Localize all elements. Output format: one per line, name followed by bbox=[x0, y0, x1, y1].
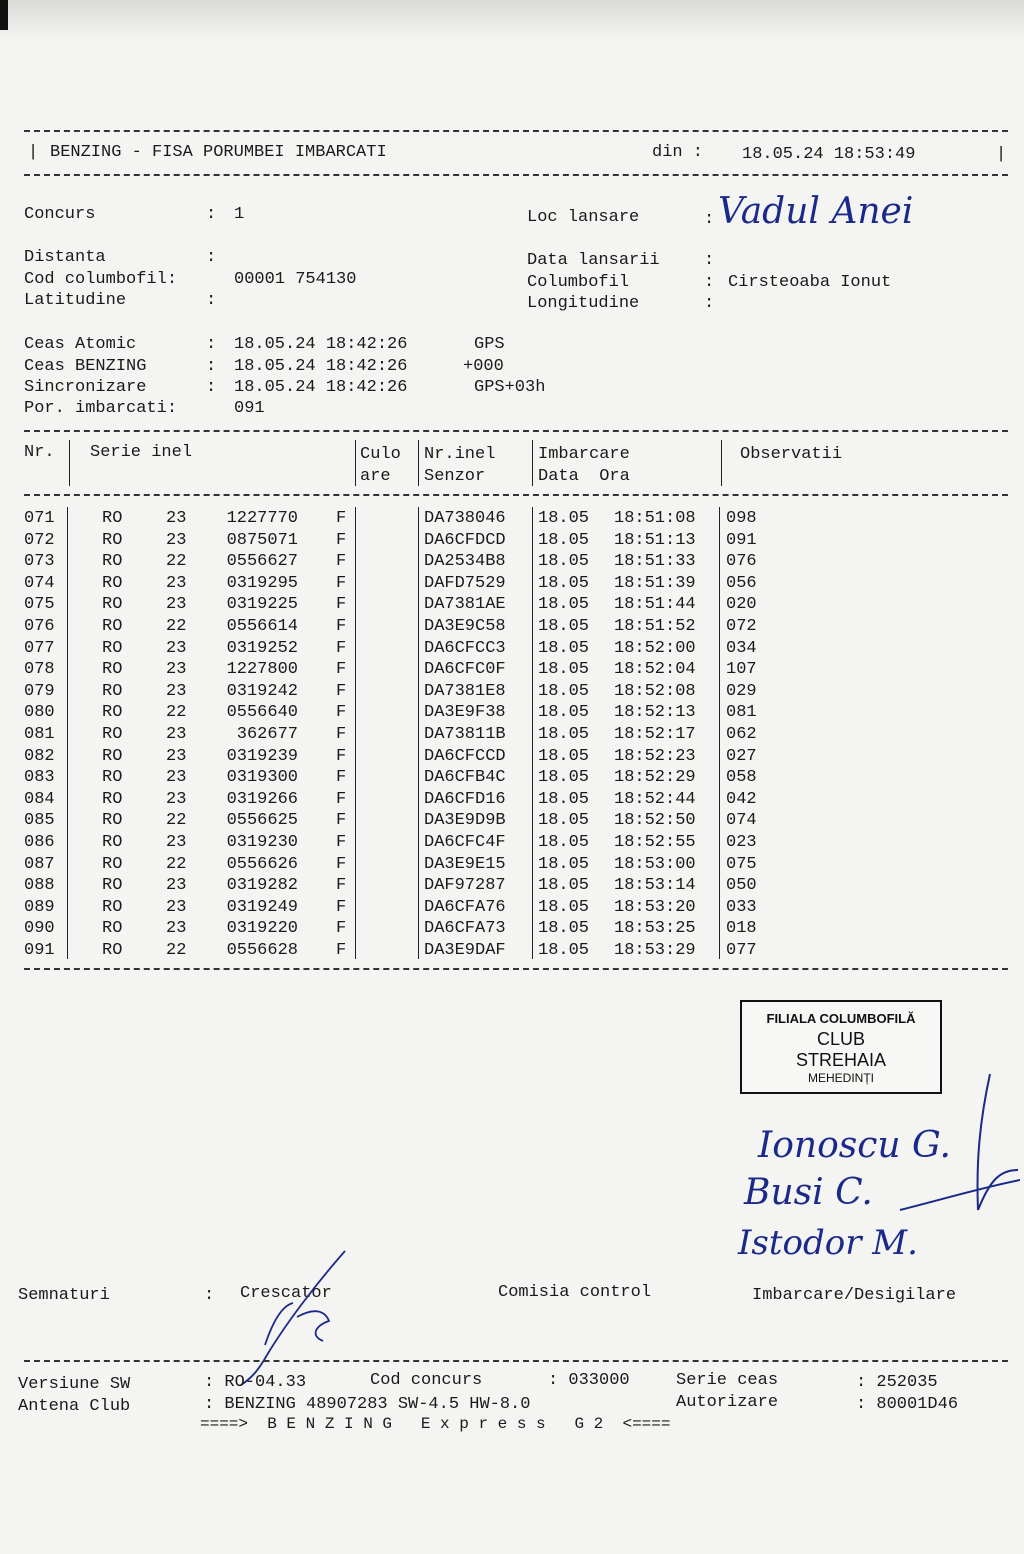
table-row bbox=[0, 681, 1000, 703]
row-sensor-id: DAFD7529 bbox=[424, 573, 506, 593]
col-header-culoare-2: are bbox=[360, 467, 391, 486]
row-time: 18:52:04 bbox=[614, 660, 696, 680]
row-country: RO bbox=[102, 854, 123, 874]
table-row bbox=[0, 854, 1000, 876]
row-nr: 072 bbox=[24, 530, 55, 550]
body-divider-1 bbox=[67, 507, 68, 959]
distanta-label: Distanta bbox=[24, 248, 106, 267]
row-time: 18:52:55 bbox=[614, 833, 696, 852]
header-divider-3 bbox=[418, 440, 419, 486]
table-row bbox=[0, 789, 1000, 811]
row-country: RO bbox=[102, 789, 123, 809]
porumbei-imbarcati-value: 091 bbox=[234, 399, 265, 418]
row-sensor-id: DA3E9E15 bbox=[424, 854, 506, 874]
row-time: 18:52:00 bbox=[614, 638, 696, 658]
row-date: 18.05 bbox=[538, 638, 590, 658]
row-nr: 077 bbox=[24, 638, 55, 658]
loc-lansare-label: Loc lansare bbox=[527, 208, 640, 227]
ceas-benzing-suffix: +000 bbox=[463, 357, 504, 376]
table-row bbox=[0, 659, 1000, 681]
row-ring-number: 0319220 bbox=[226, 919, 298, 939]
row-sensor-id: DAF97287 bbox=[424, 876, 506, 896]
autorizare-value: : 80001D46 bbox=[856, 1395, 959, 1414]
row-date: 18.05 bbox=[538, 703, 590, 723]
semnaturi-label: Semnaturi bbox=[18, 1286, 110, 1305]
serie-ceas-label: Serie ceas bbox=[676, 1371, 779, 1390]
row-sex: F bbox=[336, 876, 347, 896]
row-sensor-id: DA6CFCCD bbox=[424, 746, 506, 766]
row-time: 18:53:20 bbox=[614, 897, 696, 917]
row-country: RO bbox=[102, 660, 123, 680]
handwritten-name-2: Busi C. bbox=[744, 1172, 873, 1213]
loc-lansare-handwritten: Vadul Anei bbox=[718, 191, 914, 232]
row-time: 18:51:52 bbox=[614, 617, 696, 636]
table-row bbox=[0, 702, 1000, 724]
row-sensor-id: DA2534B8 bbox=[424, 552, 506, 572]
row-observation: 074 bbox=[726, 811, 757, 831]
row-date: 18.05 bbox=[538, 919, 590, 939]
row-ring-number: 0319282 bbox=[226, 876, 298, 896]
row-sensor-id: DA6CFA76 bbox=[424, 897, 506, 917]
header-divider-1 bbox=[69, 440, 70, 486]
row-date: 18.05 bbox=[538, 833, 590, 852]
row-observation: 042 bbox=[726, 789, 757, 809]
row-observation: 056 bbox=[726, 573, 757, 593]
row-country: RO bbox=[102, 768, 123, 788]
row-time: 18:52:44 bbox=[614, 789, 696, 809]
table-row bbox=[0, 573, 1000, 595]
ceas-atomic-label: Ceas Atomic bbox=[24, 335, 137, 354]
row-country: RO bbox=[102, 595, 123, 615]
header-bottom-rule bbox=[24, 174, 1008, 176]
row-observation: 062 bbox=[726, 725, 757, 744]
row-date: 18.05 bbox=[538, 617, 590, 636]
table-row bbox=[0, 616, 1000, 638]
stamp-line-3: STREHAIA bbox=[795, 1050, 887, 1070]
row-time: 18:53:25 bbox=[614, 919, 696, 939]
row-time: 18:52:13 bbox=[614, 703, 696, 723]
row-date: 18.05 bbox=[538, 681, 590, 701]
row-date: 18.05 bbox=[538, 595, 590, 615]
row-ring-number: 0556614 bbox=[226, 617, 298, 636]
row-observation: 077 bbox=[726, 941, 757, 960]
row-date: 18.05 bbox=[538, 725, 590, 744]
ceas-benzing-value: 18.05.24 18:42:26 bbox=[234, 357, 408, 376]
col-header-nrinel-1: Nr.inel bbox=[424, 445, 496, 464]
row-sex: F bbox=[336, 681, 347, 701]
row-date: 18.05 bbox=[538, 854, 590, 874]
col-header-nrinel-2: Senzor bbox=[424, 467, 486, 486]
row-ring-number: 1227800 bbox=[226, 660, 298, 680]
concurs-colon: : bbox=[206, 205, 217, 224]
ceas-atomic-value: 18.05.24 18:42:26 bbox=[234, 335, 408, 354]
row-observation: 076 bbox=[726, 552, 757, 572]
row-ring-number: 0556625 bbox=[226, 811, 298, 831]
table-row bbox=[0, 551, 1000, 573]
col-header-observatii: Observatii bbox=[740, 445, 843, 464]
body-divider-2 bbox=[355, 507, 356, 959]
row-year: 22 bbox=[166, 811, 187, 831]
table-row bbox=[0, 832, 1000, 854]
cod-columbofil-value: 00001 754130 bbox=[234, 270, 357, 289]
row-year: 23 bbox=[166, 789, 187, 809]
row-observation: 081 bbox=[726, 703, 757, 723]
row-sex: F bbox=[336, 530, 347, 550]
row-year: 22 bbox=[166, 854, 187, 874]
header-top-rule bbox=[24, 130, 1008, 132]
row-sensor-id: DA3E9C58 bbox=[424, 617, 506, 636]
row-observation: 075 bbox=[726, 854, 757, 874]
row-sex: F bbox=[336, 638, 347, 658]
row-time: 18:52:17 bbox=[614, 725, 696, 744]
sincronizare-suffix: GPS+03h bbox=[474, 378, 546, 397]
ceas-benzing-colon: : bbox=[206, 357, 217, 376]
row-sensor-id: DA6CFCC3 bbox=[424, 638, 506, 658]
row-year: 22 bbox=[166, 552, 187, 572]
body-divider-3 bbox=[418, 507, 419, 959]
row-ring-number: 362677 bbox=[236, 725, 298, 744]
row-year: 22 bbox=[166, 941, 187, 960]
row-year: 23 bbox=[166, 746, 187, 766]
row-sex: F bbox=[336, 595, 347, 615]
row-nr: 082 bbox=[24, 746, 55, 766]
row-sex: F bbox=[336, 768, 347, 788]
row-sensor-id: DA7381E8 bbox=[424, 681, 506, 701]
porumbei-imbarcati-label: Por. imbarcati: bbox=[24, 399, 178, 418]
antena-club-value: : BENZING 48907283 SW-4.5 HW-8.0 bbox=[204, 1395, 531, 1414]
row-nr: 075 bbox=[24, 595, 55, 615]
table-row bbox=[0, 940, 1000, 962]
longitudine-label: Longitudine bbox=[527, 294, 640, 313]
row-observation: 020 bbox=[726, 595, 757, 615]
row-nr: 080 bbox=[24, 703, 55, 723]
cod-concurs-value: : 033000 bbox=[548, 1371, 630, 1390]
table-bottom-rule bbox=[24, 968, 1008, 970]
versiune-sw-label: Versiune SW bbox=[18, 1375, 131, 1394]
table-row bbox=[0, 594, 1000, 616]
row-ring-number: 0319242 bbox=[226, 681, 298, 701]
distanta-colon: : bbox=[206, 248, 217, 267]
row-ring-number: 0319300 bbox=[226, 768, 298, 788]
row-observation: 072 bbox=[726, 617, 757, 636]
row-nr: 090 bbox=[24, 919, 55, 939]
row-sensor-id: DA3E9D9B bbox=[424, 811, 506, 831]
row-sex: F bbox=[336, 703, 347, 723]
row-nr: 076 bbox=[24, 617, 55, 636]
ceas-atomic-colon: : bbox=[206, 335, 217, 354]
autorizare-label: Autorizare bbox=[676, 1393, 779, 1412]
commission-signature-stroke bbox=[880, 1060, 1020, 1230]
row-observation: 098 bbox=[726, 509, 757, 528]
row-nr: 078 bbox=[24, 660, 55, 680]
row-observation: 091 bbox=[726, 530, 757, 550]
col-header-serie: Serie inel bbox=[90, 443, 193, 462]
row-sex: F bbox=[336, 660, 347, 680]
row-ring-number: 0319230 bbox=[226, 833, 298, 852]
row-date: 18.05 bbox=[538, 573, 590, 593]
row-sensor-id: DA6CFB4C bbox=[424, 768, 506, 788]
table-header-bottom-rule bbox=[24, 494, 1008, 496]
row-country: RO bbox=[102, 876, 123, 896]
row-year: 23 bbox=[166, 725, 187, 744]
columbofil-label: Columbofil bbox=[527, 273, 630, 292]
row-year: 23 bbox=[166, 768, 187, 788]
row-ring-number: 0556640 bbox=[226, 703, 298, 723]
row-ring-number: 0319239 bbox=[226, 746, 298, 766]
row-time: 18:53:14 bbox=[614, 876, 696, 896]
row-date: 18.05 bbox=[538, 876, 590, 896]
cod-columbofil-label: Cod columbofil: bbox=[24, 270, 178, 289]
col-header-imbarcare-2: Data Ora bbox=[538, 467, 630, 486]
row-date: 18.05 bbox=[538, 530, 590, 550]
versiune-sw-value: : RO-04.33 bbox=[204, 1373, 307, 1392]
row-year: 23 bbox=[166, 530, 187, 550]
row-year: 22 bbox=[166, 703, 187, 723]
row-sensor-id: DA6CFC4F bbox=[424, 833, 506, 852]
row-sensor-id: DA3E9DAF bbox=[424, 941, 506, 960]
row-date: 18.05 bbox=[538, 509, 590, 528]
row-country: RO bbox=[102, 530, 123, 550]
col-header-imbarcare-1: Imbarcare bbox=[538, 445, 630, 464]
col-header-nr: Nr. bbox=[24, 443, 55, 462]
columbofil-colon: : bbox=[704, 273, 715, 292]
row-country: RO bbox=[102, 638, 123, 658]
table-row bbox=[0, 767, 1000, 789]
row-sex: F bbox=[336, 941, 347, 960]
row-ring-number: 0319225 bbox=[226, 595, 298, 615]
row-ring-number: 0319295 bbox=[226, 573, 298, 593]
row-observation: 058 bbox=[726, 768, 757, 788]
row-time: 18:51:13 bbox=[614, 530, 696, 550]
row-observation: 033 bbox=[726, 897, 757, 917]
handwritten-name-3: Istodor M. bbox=[738, 1223, 918, 1263]
row-country: RO bbox=[102, 811, 123, 831]
row-country: RO bbox=[102, 725, 123, 744]
row-sex: F bbox=[336, 725, 347, 744]
table-row bbox=[0, 724, 1000, 746]
row-nr: 081 bbox=[24, 725, 55, 744]
row-year: 23 bbox=[166, 638, 187, 658]
row-nr: 084 bbox=[24, 789, 55, 809]
table-row bbox=[0, 746, 1000, 768]
row-sex: F bbox=[336, 552, 347, 572]
row-sensor-id: DA6CFDCD bbox=[424, 530, 506, 550]
row-nr: 071 bbox=[24, 509, 55, 528]
row-observation: 107 bbox=[726, 660, 757, 680]
row-sensor-id: DA3E9F38 bbox=[424, 703, 506, 723]
longitudine-colon: : bbox=[704, 294, 715, 313]
row-time: 18:52:23 bbox=[614, 746, 696, 766]
row-year: 23 bbox=[166, 509, 187, 528]
row-sensor-id: DA6CFD16 bbox=[424, 789, 506, 809]
row-year: 23 bbox=[166, 660, 187, 680]
crescator-label: Crescator bbox=[240, 1284, 332, 1303]
row-sex: F bbox=[336, 919, 347, 939]
row-time: 18:51:44 bbox=[614, 595, 696, 615]
row-nr: 083 bbox=[24, 768, 55, 788]
row-ring-number: 0319249 bbox=[226, 897, 298, 917]
row-observation: 027 bbox=[726, 746, 757, 766]
stamp-line-2: CLUB bbox=[816, 1029, 865, 1049]
latitudine-label: Latitudine bbox=[24, 291, 127, 310]
row-sensor-id: DA73811B bbox=[424, 725, 506, 744]
row-country: RO bbox=[102, 573, 123, 593]
row-time: 18:51:33 bbox=[614, 552, 696, 572]
row-sex: F bbox=[336, 746, 347, 766]
row-nr: 079 bbox=[24, 681, 55, 701]
row-observation: 023 bbox=[726, 833, 757, 852]
row-nr: 088 bbox=[24, 876, 55, 896]
row-time: 18:53:29 bbox=[614, 941, 696, 960]
row-country: RO bbox=[102, 617, 123, 636]
imbarcare-desigilare-label: Imbarcare/Desigilare bbox=[752, 1286, 957, 1305]
row-country: RO bbox=[102, 746, 123, 766]
scan-top-shadow bbox=[0, 0, 1024, 40]
row-sex: F bbox=[336, 573, 347, 593]
row-year: 23 bbox=[166, 833, 187, 852]
sincronizare-colon: : bbox=[206, 378, 217, 397]
row-year: 23 bbox=[166, 897, 187, 917]
row-sensor-id: DA7381AE bbox=[424, 595, 506, 615]
row-sex: F bbox=[336, 833, 347, 852]
row-ring-number: 0319266 bbox=[226, 789, 298, 809]
row-year: 23 bbox=[166, 681, 187, 701]
row-ring-number: 0875071 bbox=[226, 530, 298, 550]
table-row bbox=[0, 530, 1000, 552]
row-sex: F bbox=[336, 617, 347, 636]
row-ring-number: 0319252 bbox=[226, 638, 298, 658]
row-date: 18.05 bbox=[538, 746, 590, 766]
row-date: 18.05 bbox=[538, 768, 590, 788]
data-lansarii-colon: : bbox=[704, 251, 715, 270]
body-divider-4 bbox=[532, 507, 533, 959]
table-top-rule bbox=[24, 430, 1008, 432]
stamp-line-4: MEHEDINȚI bbox=[808, 1071, 874, 1085]
header-left-bar: | bbox=[28, 143, 39, 162]
footer-top-rule bbox=[24, 1360, 1008, 1362]
latitudine-colon: : bbox=[206, 291, 217, 310]
row-ring-number: 1227770 bbox=[226, 509, 298, 528]
handwritten-name-1: Ionoscu G. bbox=[758, 1125, 951, 1166]
row-ring-number: 0556627 bbox=[226, 552, 298, 572]
row-sensor-id: DA738046 bbox=[424, 509, 506, 528]
row-nr: 089 bbox=[24, 897, 55, 917]
semnaturi-colon: : bbox=[204, 1286, 215, 1305]
row-country: RO bbox=[102, 509, 123, 528]
ceas-atomic-suffix: GPS bbox=[474, 335, 505, 354]
row-observation: 034 bbox=[726, 638, 757, 658]
data-lansarii-label: Data lansarii bbox=[527, 251, 660, 270]
row-country: RO bbox=[102, 552, 123, 572]
table-row bbox=[0, 918, 1000, 940]
row-date: 18.05 bbox=[538, 897, 590, 917]
sincronizare-label: Sincronizare bbox=[24, 378, 147, 397]
concurs-value: 1 bbox=[234, 205, 245, 224]
ceas-benzing-label: Ceas BENZING bbox=[24, 357, 147, 376]
row-country: RO bbox=[102, 681, 123, 701]
benzing-express-banner: ====> B E N Z I N G E x p r e s s G 2 <==== bbox=[200, 1415, 671, 1433]
row-date: 18.05 bbox=[538, 789, 590, 809]
row-time: 18:51:08 bbox=[614, 509, 696, 528]
document-title: BENZING - FISA PORUMBEI IMBARCATI bbox=[50, 143, 387, 162]
loc-lansare-colon: : bbox=[704, 210, 715, 229]
row-sex: F bbox=[336, 509, 347, 528]
row-observation: 029 bbox=[726, 681, 757, 701]
row-time: 18:51:39 bbox=[614, 573, 696, 593]
row-year: 23 bbox=[166, 595, 187, 615]
sincronizare-value: 18.05.24 18:42:26 bbox=[234, 378, 408, 397]
header-datetime: 18.05.24 18:53:49 bbox=[742, 145, 916, 164]
row-date: 18.05 bbox=[538, 552, 590, 572]
row-country: RO bbox=[102, 941, 123, 960]
row-observation: 018 bbox=[726, 919, 757, 939]
columbofil-value: Cirsteoaba Ionut bbox=[728, 273, 892, 292]
header-din-label: din : bbox=[652, 143, 704, 162]
row-sensor-id: DA6CFC0F bbox=[424, 660, 506, 680]
row-time: 18:52:08 bbox=[614, 681, 696, 701]
row-sex: F bbox=[336, 789, 347, 809]
row-year: 22 bbox=[166, 617, 187, 636]
row-nr: 087 bbox=[24, 854, 55, 874]
row-nr: 091 bbox=[24, 941, 55, 960]
row-nr: 085 bbox=[24, 811, 55, 831]
stamp-line-1: FILIALA COLUMBOFILĂ bbox=[766, 1011, 916, 1026]
row-country: RO bbox=[102, 703, 123, 723]
table-row bbox=[0, 875, 1000, 897]
row-nr: 073 bbox=[24, 552, 55, 572]
row-time: 18:53:00 bbox=[614, 854, 696, 874]
row-sensor-id: DA6CFA73 bbox=[424, 919, 506, 939]
header-divider-4 bbox=[532, 440, 533, 486]
row-sex: F bbox=[336, 854, 347, 874]
row-time: 18:52:50 bbox=[614, 811, 696, 831]
row-ring-number: 0556626 bbox=[226, 854, 298, 874]
row-nr: 086 bbox=[24, 833, 55, 852]
row-observation: 050 bbox=[726, 876, 757, 896]
comisia-control-label: Comisia control bbox=[498, 1283, 652, 1302]
table-row bbox=[0, 638, 1000, 660]
row-sex: F bbox=[336, 897, 347, 917]
col-header-culoare-1: Culo bbox=[360, 445, 401, 464]
table-row bbox=[0, 508, 1000, 530]
table-row bbox=[0, 897, 1000, 919]
cod-concurs-label: Cod concurs bbox=[370, 1371, 483, 1390]
row-time: 18:52:29 bbox=[614, 768, 696, 788]
header-right-bar: | bbox=[996, 145, 1007, 164]
row-country: RO bbox=[102, 833, 123, 852]
row-ring-number: 0556628 bbox=[226, 941, 298, 960]
row-sex: F bbox=[336, 811, 347, 831]
header-divider-5 bbox=[721, 440, 722, 486]
row-year: 23 bbox=[166, 876, 187, 896]
body-divider-5 bbox=[719, 507, 720, 959]
serie-ceas-value: : 252035 bbox=[856, 1373, 938, 1392]
concurs-label: Concurs bbox=[24, 205, 96, 224]
row-year: 23 bbox=[166, 919, 187, 939]
row-country: RO bbox=[102, 919, 123, 939]
row-date: 18.05 bbox=[538, 941, 590, 960]
row-country: RO bbox=[102, 897, 123, 917]
scan-corner-mark bbox=[0, 0, 8, 30]
row-date: 18.05 bbox=[538, 660, 590, 680]
header-divider-2 bbox=[355, 440, 356, 486]
row-date: 18.05 bbox=[538, 811, 590, 831]
table-row bbox=[0, 810, 1000, 832]
antena-club-label: Antena Club bbox=[18, 1397, 131, 1416]
row-year: 23 bbox=[166, 573, 187, 593]
row-nr: 074 bbox=[24, 573, 55, 593]
